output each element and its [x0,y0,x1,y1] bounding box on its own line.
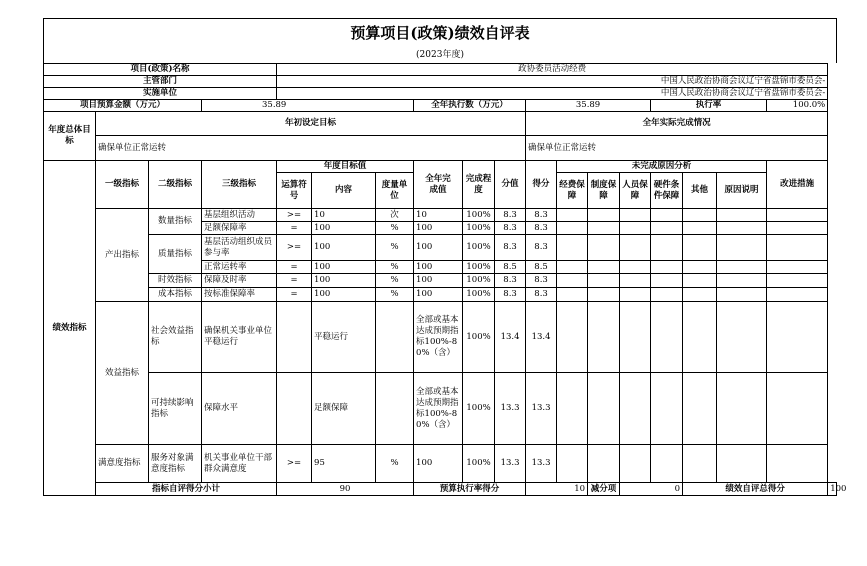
deduct-value: 0 [620,483,683,496]
indicator-name: 足额保障率 [202,222,277,235]
budget-label: 项目预算金额（万元） [44,100,202,112]
indicator-degree: 100% [463,261,495,274]
header-r-hw: 硬件条件保障 [651,173,683,209]
indicator-actual: 100 [414,445,463,483]
goals-row-label: 年度总体目标 [44,112,96,161]
indicator-got: 8.3 [526,235,557,261]
header-score: 分值 [495,161,526,209]
indicator-row [44,209,837,222]
indicator-got: 8.3 [526,288,557,302]
dept-label: 主管部门 [44,76,277,88]
group-quality: 质量指标 [149,235,202,274]
indicator-content: 95 [312,445,376,483]
actual-goal-header: 全年实际完成情况 [526,112,828,136]
subtotal-value: 90 [277,483,414,496]
indicator-row [44,445,837,483]
planned-goal-header: 年初设定目标 [96,112,526,136]
impl-value: 中国人民政治协商会议辽宁省盘锦市委员会- [277,88,828,100]
sheet-title: 预算项目(政策)绩效自评表 [43,18,837,47]
indicator-op: = [277,222,312,235]
indicator-degree: 100% [463,209,495,222]
sheet-year: (2023年度) [43,47,837,63]
header-r-other: 其他 [683,173,717,209]
indicator-score: 8.3 [495,209,526,222]
group-satisfaction: 满意度指标 [96,445,149,483]
indicator-content: 100 [312,261,376,274]
project-name-label: 项目(政策)名称 [44,64,277,76]
evaluation-sheet [43,18,847,496]
exec-score-label: 预算执行率得分 [414,483,526,496]
indicator-unit: % [376,274,414,288]
rate-value: 100.0% [767,100,828,112]
indicator-op: >= [277,445,312,483]
indicator-got: 8.3 [526,209,557,222]
indicator-op: >= [277,209,312,222]
budget-value: 35.89 [202,100,414,112]
indicator-degree: 100% [463,274,495,288]
group-sustain: 可持续影响指标 [149,373,202,445]
indicator-unit: % [376,235,414,261]
indicator-actual: 100 [414,261,463,274]
indicator-got: 8.5 [526,261,557,274]
rate-label: 执行率 [651,100,767,112]
indicator-name: 正常运转率 [202,261,277,274]
exec-label: 全年执行数（万元） [414,100,526,112]
indicator-actual: 100 [414,288,463,302]
indicator-op [277,373,312,445]
indicator-degree: 100% [463,373,495,445]
indicator-degree: 100% [463,222,495,235]
indicator-unit [376,302,414,373]
indicator-unit: % [376,261,414,274]
indicator-score: 13.4 [495,302,526,373]
indicator-name: 保障及时率 [202,274,277,288]
indicator-score: 13.3 [495,373,526,445]
indicator-content: 100 [312,235,376,261]
footer-row [44,483,837,496]
exec-score-value: 10 [526,483,588,496]
subtotal-label: 指标自评得分小计 [96,483,277,496]
header-target-group: 年度目标值 [277,161,414,173]
header-level1: 一级指标 [96,161,149,209]
indicator-op: >= [277,235,312,261]
header-improve: 改进措施 [767,161,828,209]
header-level2: 二级指标 [149,161,202,209]
impl-label: 实施单位 [44,88,277,100]
indicator-unit: 次 [376,209,414,222]
indicator-name: 机关事业单位干部群众满意度 [202,445,277,483]
indicator-actual: 100 [414,235,463,261]
header-reasons: 未完成原因分析 [557,161,767,173]
header-got: 得分 [526,161,557,209]
indicator-score: 13.3 [495,445,526,483]
header-op: 运算符号 [277,173,312,209]
header-unit: 度量单位 [376,173,414,209]
indicator-row [44,274,837,288]
budget-row [44,100,837,112]
indicator-row [44,302,837,373]
indicator-row [44,235,837,261]
exec-value: 35.89 [526,100,651,112]
header-r-staff: 人员保障 [620,173,651,209]
indicator-actual: 100 [414,222,463,235]
indicator-score: 8.3 [495,274,526,288]
indicator-degree: 100% [463,302,495,373]
header-level3: 三级指标 [202,161,277,209]
group-social: 社会效益指标 [149,302,202,373]
group-quantity: 数量指标 [149,209,202,235]
group-service: 服务对象满意度指标 [149,445,202,483]
goals-text-row [44,136,837,161]
dept-row [44,76,837,88]
project-name-row [44,64,837,76]
indicator-got: 13.4 [526,302,557,373]
indicator-name: 按标准保障率 [202,288,277,302]
perf-indicator-label: 绩效指标 [44,161,96,496]
indicator-content: 平稳运行 [312,302,376,373]
indicator-degree: 100% [463,288,495,302]
deduct-label: 减分项 [588,483,620,496]
indicator-name: 基层组织活动 [202,209,277,222]
impl-row [44,88,837,100]
indicator-score: 8.3 [495,235,526,261]
indicator-actual: 100 [414,274,463,288]
indicator-score: 8.3 [495,288,526,302]
indicator-unit: % [376,445,414,483]
indicator-unit: % [376,222,414,235]
planned-goal-text: 确保单位正常运转 [96,136,526,161]
indicator-row [44,373,837,445]
indicator-degree: 100% [463,445,495,483]
indicator-content: 100 [312,288,376,302]
indicator-unit: % [376,288,414,302]
group-output: 产出指标 [96,209,149,302]
header-degree: 完成程度 [463,161,495,209]
indicator-name: 保障水平 [202,373,277,445]
group-cost: 成本指标 [149,288,202,302]
indicator-unit [376,373,414,445]
group-benefit: 效益指标 [96,302,149,445]
indicator-op: = [277,261,312,274]
indicator-op: = [277,274,312,288]
indicator-content: 100 [312,222,376,235]
goals-header-row [44,112,837,136]
header-actual: 全年完成值 [414,161,463,209]
indicator-name: 基层活动组织成员参与率 [202,235,277,261]
indicator-header-row-1 [44,161,837,173]
indicator-content: 100 [312,274,376,288]
project-name-value: 政协委员活动经费 [277,64,828,76]
group-timeliness: 时效指标 [149,274,202,288]
indicator-got: 13.3 [526,373,557,445]
header-r-note: 原因说明 [717,173,767,209]
total-score-value: 100 [828,483,837,496]
indicator-actual: 全部或基本达成预期指标100%-80%（含） [414,373,463,445]
header-r-fund: 经费保障 [557,173,588,209]
indicator-got: 8.3 [526,274,557,288]
actual-goal-text: 确保单位正常运转 [526,136,828,161]
indicator-got: 13.3 [526,445,557,483]
header-content: 内容 [312,173,376,209]
indicator-degree: 100% [463,235,495,261]
indicator-got: 8.3 [526,222,557,235]
dept-value: 中国人民政治协商会议辽宁省盘锦市委员会- [277,76,828,88]
header-r-system: 制度保障 [588,173,620,209]
indicator-op: = [277,288,312,302]
evaluation-table [43,63,847,496]
indicator-score: 8.3 [495,222,526,235]
total-score-label: 绩效自评总得分 [683,483,828,496]
indicator-content: 足额保障 [312,373,376,445]
indicator-name: 确保机关事业单位平稳运行 [202,302,277,373]
indicator-score: 8.5 [495,261,526,274]
indicator-actual: 全部或基本达成预期指标100%-80%（含） [414,302,463,373]
indicator-actual: 10 [414,209,463,222]
indicator-op [277,302,312,373]
indicator-content: 10 [312,209,376,222]
indicator-row [44,288,837,302]
